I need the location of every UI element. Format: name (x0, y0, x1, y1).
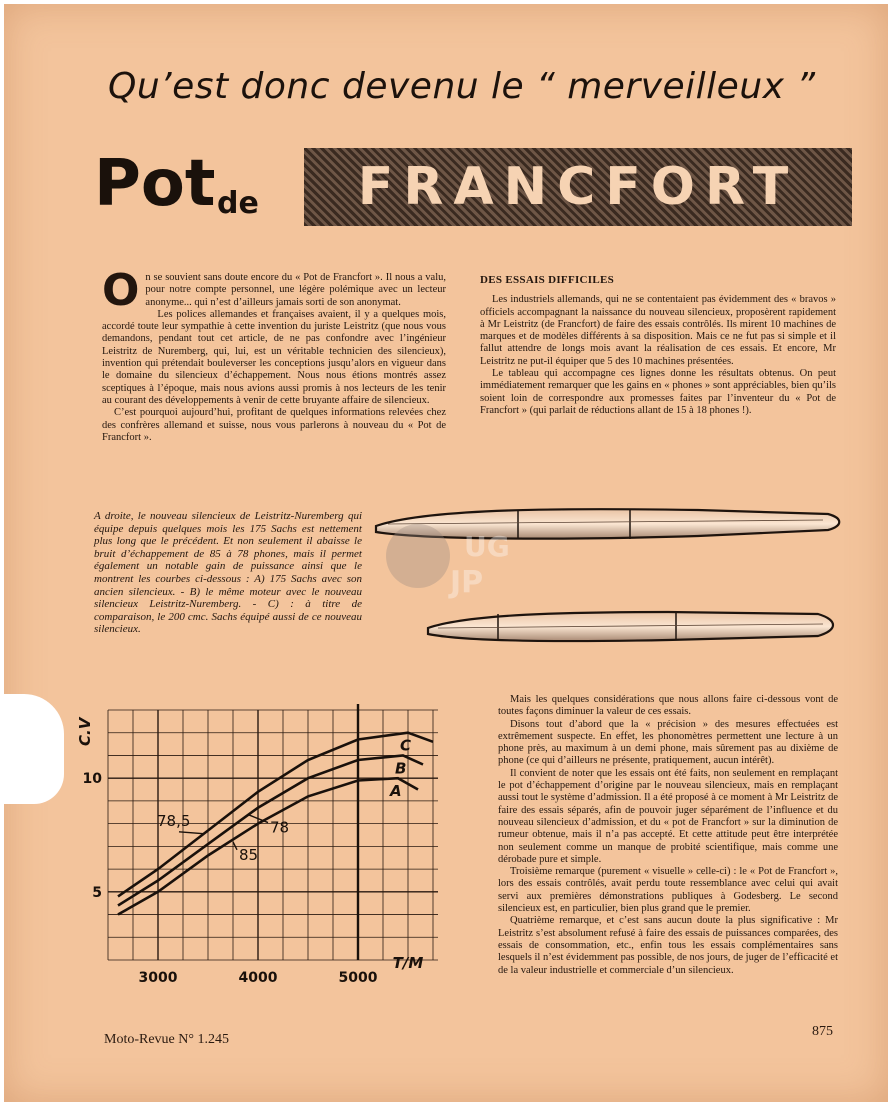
series-label-B: B (395, 759, 407, 778)
series-label-C: C (400, 736, 412, 755)
title-banner (304, 148, 852, 226)
intro-paragraph-3: C’est pourquoi aujourd’hui, profitant de quelques informations relevées chez des confrères allemand et suisse, nous vous parlerons à nouveau du « Pot de Francfort ». (102, 407, 446, 443)
kicker-headline: Qu’est donc devenu le “ merveilleux ” (108, 66, 816, 107)
essais-column (480, 274, 836, 417)
photo-caption: A droite, le nouveau silencieux de Leistritz-Nuremberg qui équipe depuis quelques mois les 175 Sachs est nettement plus long que le précédent. Et non seulement il abaisse le bruit d’échappement de 85 à 78 phones, mais il permet également un notable gain de puissance ainsi que le montrent les courbes ci-dessous : A) 175 Sachs avec son ancien silencieux. - B) le même moteur avec le nouveau silencieux Leistritz-Nuremberg. - C) : à titre de comparaison, le 200 cmc. Sachs équipé aussi de ce nouveau silencieux. (94, 510, 362, 636)
essais-paragraph-2: Le tableau qui accompagne ces lignes donne les résultats obtenus. On peut immédiatement remarquer que les gains en « phones » sont appréciables, bien qu’ils soient loin de correspondre aux promesses faites par l’inventeur du « Pot de Francfort » (qui parlait de réductions allant de 15 à 18 phones !). (480, 368, 836, 416)
y-tick-label: 10 (82, 771, 102, 788)
lower-paragraph-2: Disons tout d’abord que la « précision » des mesures effectuées est extrêmement suspecte. En effet, les phonomètres permettent une lecture à un phone près, au maximum à un demi phone, mais sûrement pas au dixième de phone (ce qui d’ailleurs ne présente, pratiquement, aucun intérêt). (498, 718, 838, 767)
lower-paragraph-5: Quatrième remarque, et c’est sans aucun doute la plus significative : Mr Leistritz s’est absolument refusé à faire des essais de puissances comparées, des essais de consommation, etc., enfin tous les essais complémentaires sans lesquels il n’est évidemment pas possible, de nos jours, de juger de l’efficacité et de la valeur industrielle et commerciale d’un silencieux. (498, 915, 838, 976)
x-axis-label: T/M (392, 954, 424, 972)
x-tick-label: 5000 (338, 970, 378, 986)
banner-text: FRANCFORT (357, 157, 799, 217)
essais-paragraph-1: Les industriels allemands, qui ne se contentaient pas évidemment des « bravos » officiels accompagnant la naissance du nouveau silencieux, proposèrent rapidement à Mr Leistritz (de Francfort) de faire des essais contrôlés. Ils mirent 10 machines de marques et de modèles différents à sa disposition. Mais ce ne fut pas si simple et il fallut attendre de longs mois avant la réalisation de ces essais. Et encore, Mr Leistritz ne put-il équiper que 5 des 10 machines présentées. (480, 294, 836, 367)
magazine-page (4, 4, 888, 1102)
lower-paragraph-1: Mais les quelques considérations que nous allons faire ci-dessous vont de toutes façons diminuer la valeur de ces essais. (498, 694, 838, 718)
annotation-label: 78,5 (157, 811, 191, 830)
section-heading: DES ESSAIS DIFFICILES (480, 274, 615, 286)
drop-cap: O (102, 265, 140, 316)
silencer-illustration (368, 496, 848, 666)
title-de: de (217, 186, 259, 221)
x-tick-label: 4000 (238, 970, 278, 986)
lower-paragraph-3: Il convient de noter que les essais ont été faits, non seulement en remplaçant le pot d’échappement d’origine par le nouveau silencieux, mais en remplaçant aussi tout le système d’admission. Il a été proposé à ce moment à Mr Leistritz de faire des essais séparés, afin de pouvoir juger séparément de l’influence et du nouveau silencieux d’admission, et du « pot de Francfort » sur la diminution de rumeur obtenue, mais il n’a pas accepté. Et cette attitude peut être interprétée non seulement comme un manque de probité scientifique, mais comme une dérobade pure et simple. (498, 767, 838, 865)
intro-paragraph-1: On se souvient sans doute encore du « Pot de Francfort ». Il nous a valu, pour notre compte personnel, une légère polémique avec un lecteur anonyme... qui n’est d’ailleurs jamais sorti de son anonymat. (102, 265, 446, 316)
power-chart (64, 700, 456, 1000)
silencer-old (428, 612, 833, 641)
watermark-top: UG (464, 530, 510, 563)
intro-paragraph-2: Les polices allemandes et françaises avaient, il y a quelques mois, accordé toute leur sympathie à cette invention du juriste Leistritz (que nous vous demandons, pendant tout cet article, de ne pas confondre avec l’ingénieur Leistritz de Nuremberg, qui, lui, est un véritable technicien des silencieux), invention qui prétendait bouleverser les conceptions jusqu’alors en vigueur dans le domaine du silencieux d’échappement. Nous nous étions montrés assez sceptiques à l’époque, mais nous avions aussi promis à nos lecteurs de les tenir au courant des développements à venir de cette bruyante affaire de silencieux. (102, 308, 446, 406)
lower-paragraph-4: Troisième remarque (purement « visuelle » celle-ci) : le « Pot de Francfort », lors des essais contrôlés, avait perdu toute ressemblance avec celui qui avait servi aux premières démonstrations publiques à Godesberg. Le second silencieux est, en particulier, bien plus grand que le premier. (498, 866, 838, 915)
series-label-A: A (390, 782, 402, 801)
x-tick-label: 3000 (138, 970, 178, 986)
page-number: 875 (812, 1024, 833, 1039)
magazine-issue: Moto-Revue N° 1.245 (104, 1032, 229, 1047)
y-axis-label: C.V (76, 717, 94, 746)
intro-column (102, 265, 446, 444)
torn-edge (4, 694, 64, 804)
title-pot: Pot (94, 147, 216, 221)
annotation-leader (233, 842, 237, 850)
annotation-label: 78 (270, 818, 290, 837)
y-tick-label: 5 (92, 884, 102, 901)
annotation-label: 85 (239, 845, 259, 864)
silencer-new (376, 509, 839, 539)
watermark-bottom: JP (450, 565, 484, 600)
lower-column (498, 694, 838, 977)
